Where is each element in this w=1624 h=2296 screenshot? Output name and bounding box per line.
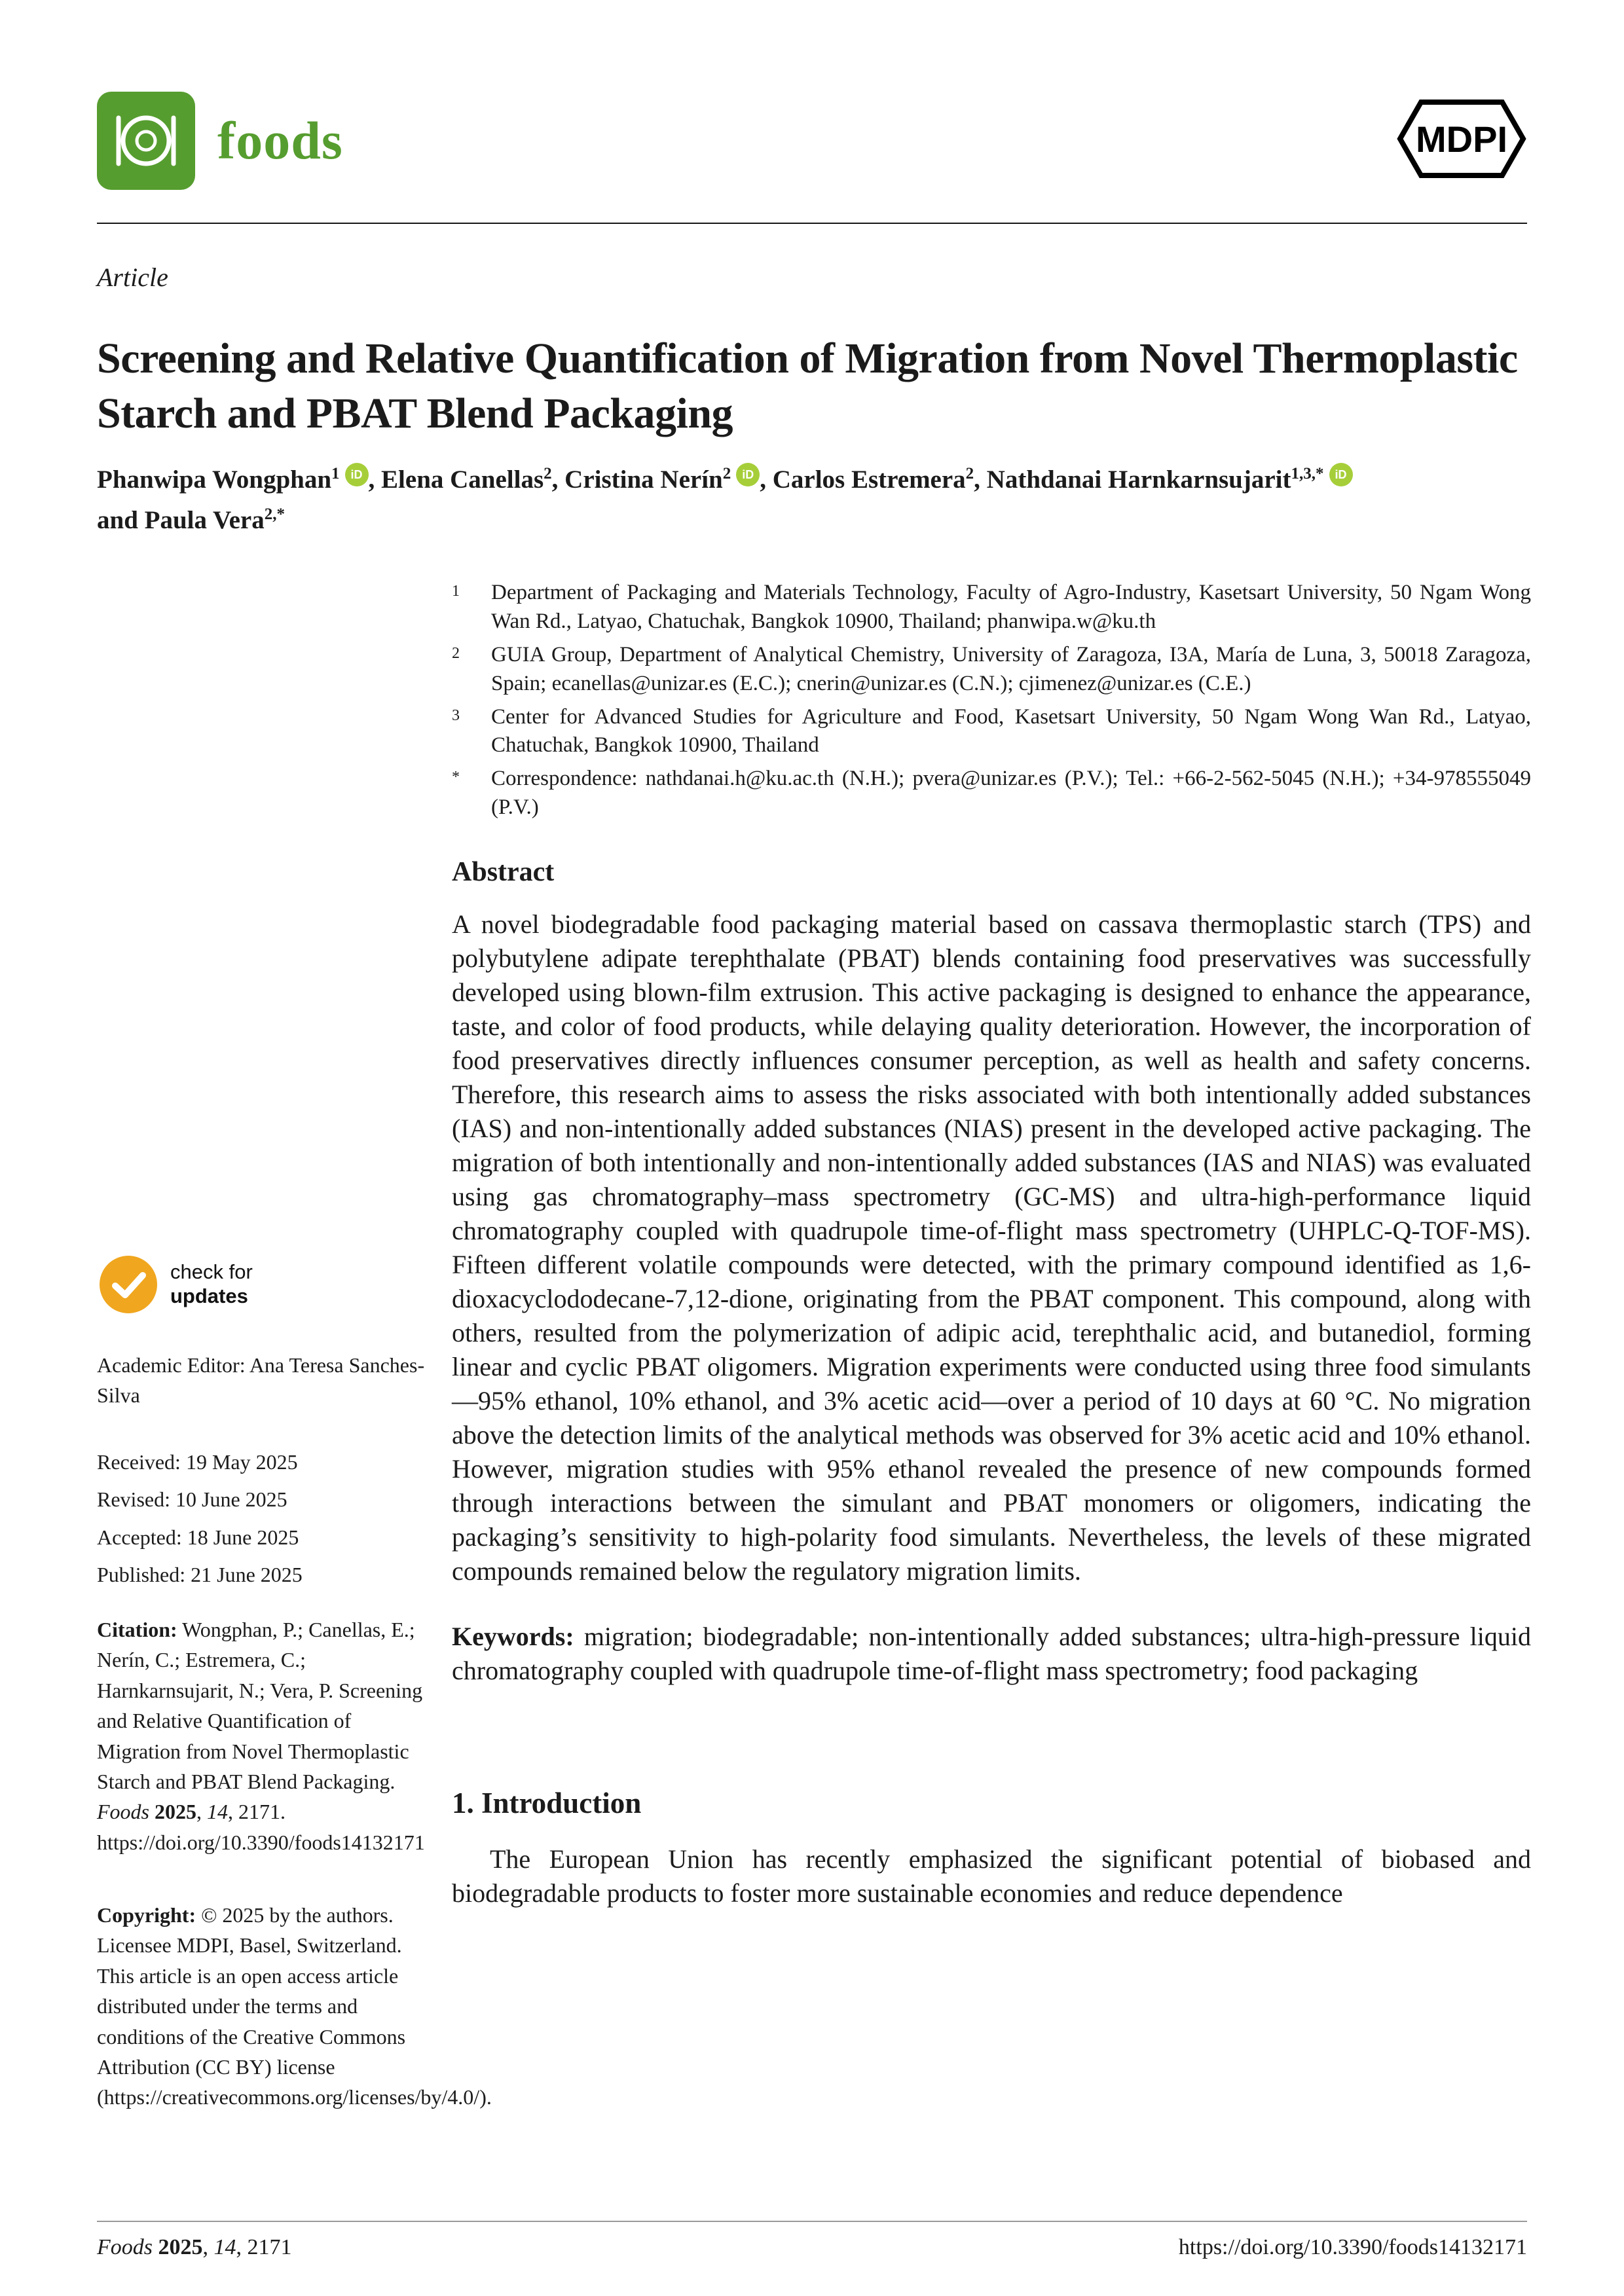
academic-editor: Academic Editor: Ana Teresa Sanches-Silva <box>97 1353 425 1408</box>
affiliation-row <box>452 765 1531 822</box>
check-for-updates-badge[interactable] <box>98 1254 253 1315</box>
affiliation-text: Center for Advanced Studies for Agriculture and Food, Kasetsart University, 50 Ngam Wong Wan Rd., Latyao, Chatuchak, Bangkok 10900, Thailand <box>491 704 1531 757</box>
citation-block: Citation: Wongphan, P.; Canellas, E.; Nerín, C.; Estremera, C.; Harnkarnsujarit, N.; Vera, P. Screening and Relative Quantification of Migration from Novel Thermoplastic Starch and PBAT Blend Packaging. Foods 2025, 14, 2171. https://doi.org/10.3390/foods14132171 <box>97 1618 425 1854</box>
footer-citation: Foods 2025, 14, 2171 <box>97 2235 292 2259</box>
orcid-icon[interactable]: iD <box>345 463 369 486</box>
citation-label: Citation: <box>97 1618 177 1641</box>
copyright-label: Copyright: <box>97 1903 196 1927</box>
affiliation-text: GUIA Group, Department of Analytical Chemistry, University of Zaragoza, I3A, María de Luna, 3, 50018 Zaragoza, Spain; ecanellas@unizar.es (E.C.); cnerin@unizar.es (C.N.); cjimenez@unizar.es (C.E.) <box>491 642 1531 695</box>
mdpi-logo-text: MDPI <box>1416 118 1507 160</box>
orcid-icon[interactable]: iD <box>736 463 760 486</box>
author-superscript: 2 <box>965 465 974 483</box>
mdpi-logo <box>1396 98 1527 183</box>
affiliations <box>452 579 1531 827</box>
affiliation-number: 3 <box>452 706 460 724</box>
abstract-text: A novel biodegradable food packaging material based on cassava thermoplastic starch (TPS) and polybutylene adipate terephthalate (PBAT) blends containing food preservatives was successfully developed using blown-film extrusion. This active packaging is designed to enhance the appearance, taste, and color of food products, while delaying quality deterioration. However, the incorporation of food preservatives directly influences consumer perception, as well as health and safety concerns. Therefore, this research aims to assess the risks associated with both intentionally added substances (IAS) and non-intentionally added substances (NIAS) present in the developed active packaging. The migration of both intentionally and non-intentionally added substances (IAS and NIAS) was evaluated using gas chromatography–mass spectrometry (GC-MS) and ultra-high-performance liquid chromatography coupled with quadrupole time-of-flight mass spectrometry (UHPLC-Q-TOF-MS). Fifteen different volatile compounds were detected, with the primary compound identified as 1,6-dioxacyclododecane-7,12-dione, originating from the PBAT component. This compound, along with others, resulted from the polymerization of adipic acid, terephthalic acid, and butanediol, forming linear and cyclic PBAT oligomers. Migration experiments were conducted using three food simulants—95% ethanol, 10% ethanol, and 3% acetic acid—over a period of 10 days at 60 °C. No migration above the detection limits of the analytical methods was observed for 3% acetic acid and 10% ethanol. However, migration studies with 95% ethanol revealed the presence of new compounds formed through interactions between the simulant and PBAT monomers or oligomers, indicating the packaging’s sensitivity to high-polarity food simulants. Nevertheless, the levels of these migrated compounds remained below the regulatory migration limits. <box>452 909 1531 1586</box>
author-superscript: 1 <box>331 465 340 483</box>
foods-journal-logo <box>97 92 195 190</box>
affiliation-number: 1 <box>452 583 460 600</box>
article-type-label: Article <box>97 263 168 292</box>
affiliation-number: 2 <box>452 644 460 662</box>
author: Cristina Nerín$^2$ iD , <box>564 465 773 494</box>
author-superscript: 2 <box>544 465 552 483</box>
footer <box>97 2235 1527 2260</box>
citation-doi: https://doi.org/10.3390/foods14132171 <box>97 1830 425 1854</box>
footer-divider <box>97 2221 1527 2222</box>
author: Carlos Estremera$^2$, <box>772 465 987 494</box>
affiliation-number: * <box>452 769 460 786</box>
keywords <box>452 1620 1531 1688</box>
footer-doi-link[interactable]: https://doi.org/10.3390/foods14132171 <box>1178 2235 1527 2259</box>
date-published: Published: 21 June 2025 <box>97 1563 303 1587</box>
foods-logo-icon <box>97 92 195 190</box>
authors-line <box>97 460 1527 541</box>
main-column <box>452 856 1531 1910</box>
orcid-icon[interactable]: iD <box>1329 463 1353 486</box>
author: Nathdanai Harnkarnsujarit$^{1,3,*}$ iD <box>987 465 1353 494</box>
badge-text: check for updates <box>170 1260 253 1307</box>
date-received: Received: 19 May 2025 <box>97 1450 298 1474</box>
author: Phanwipa Wongphan$^1$ iD , <box>97 465 381 494</box>
author-superscript: 2,* <box>264 505 285 524</box>
keywords-text: migration; biodegradable; non-intentionally added substances; ultra-high-pressure liquid chromatography coupled with quadrupole time-of-flight mass spectrometry; food packaging <box>452 1622 1531 1685</box>
affiliation-row <box>452 641 1531 699</box>
crossmark-icon <box>98 1254 158 1315</box>
affiliation-row <box>452 703 1531 761</box>
affiliation-row <box>452 579 1531 636</box>
correspondence-text: Correspondence: nathdanai.h@ku.ac.th (N.H.); pvera@unizar.es (P.V.); Tel.: +66-2-562-5045 (N.H.); +34-978555049 (P.V.) <box>491 767 1531 820</box>
article-dates <box>97 1447 426 1597</box>
copyright-block <box>97 1900 492 2113</box>
article-title: Screening and Relative Quantification of Migration from Novel Thermoplastic Starch and PBAT Blend Packaging <box>97 335 1518 438</box>
author-superscript: 1,3,* <box>1291 465 1324 483</box>
author-superscript: 2 <box>722 465 731 483</box>
citation-text: Wongphan, P.; Canellas, E.; Nerín, C.; Estremera, C.; Harnkarnsujarit, N.; Vera, P. Screening and Relative Quantification of Migration from Novel Thermoplastic Starch and PBAT Blend Packaging. <box>97 1618 423 1793</box>
copyright-text: © 2025 by the authors. Licensee MDPI, Basel, Switzerland. This article is an open access article distributed under the terms and conditions of the Creative Commons Attribution (CC BY) license (https://creativecommons.org/licenses/by/4.0/). <box>97 1903 492 2109</box>
journal-wordmark: foods <box>217 111 343 170</box>
date-accepted: Accepted: 18 June 2025 <box>97 1525 299 1549</box>
section-heading-introduction: 1. Introduction <box>452 1787 642 1819</box>
introduction-paragraph: The European Union has recently emphasized the significant potential of biobased and biodegradable products to foster more sustainable economies and reduce dependence <box>452 1844 1531 1908</box>
author: Elena Canellas$^2$, <box>381 465 565 494</box>
abstract-heading: Abstract <box>452 857 555 887</box>
keywords-label: Keywords: <box>452 1622 574 1651</box>
author: and Paula Vera$^{2,*}$ <box>97 505 285 535</box>
date-revised: Revised: 10 June 2025 <box>97 1487 287 1512</box>
affiliation-text: Department of Packaging and Materials Technology, Faculty of Agro-Industry, Kasetsart University, 50 Ngam Wong Wan Rd., Latyao, Chatuchak, Bangkok 10900, Thailand; phanwipa.w@ku.th <box>491 581 1531 633</box>
header-divider <box>97 223 1527 224</box>
